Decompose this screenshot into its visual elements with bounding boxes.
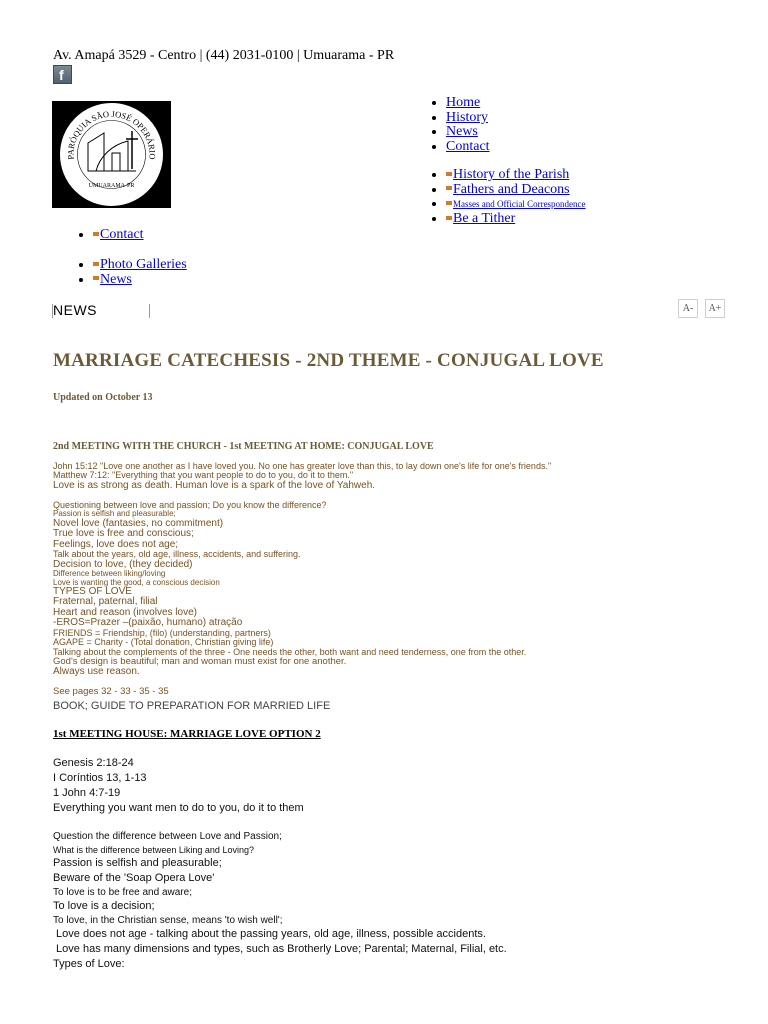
left-navigation-media xyxy=(73,258,373,287)
parish-logo-emblem xyxy=(52,101,171,208)
article-paragraph: Love is wanting the good, a conscious decision xyxy=(53,577,220,587)
nav-item-contact[interactable] xyxy=(446,140,726,155)
article-paragraph: Questioning between love and passion; Do you know the difference? xyxy=(53,499,327,510)
logo-city-text: UMUARAMA-PR xyxy=(88,183,135,189)
article-paragraph: What is the difference between Liking and Loving? xyxy=(53,844,254,855)
arrow-bullet-icon xyxy=(93,262,99,266)
article-paragraph: Genesis 2:18-24 xyxy=(53,757,134,769)
article-paragraph: True love is free and conscious; xyxy=(53,528,194,540)
article-paragraph: Fraternal, paternal, filial xyxy=(53,596,158,608)
article-body-part-2 xyxy=(53,756,753,972)
nav-item-contact[interactable] xyxy=(93,228,373,243)
article-paragraph: TYPES OF LOVE xyxy=(53,585,132,597)
article-paragraph: Heart and reason (involves love) xyxy=(53,606,197,618)
article-paragraph: To love is a decision; xyxy=(53,900,155,913)
article-updated-date: Updated on October 13 xyxy=(53,392,153,403)
article-paragraph: Everything you want men to do to you, do it to them xyxy=(53,801,304,814)
font-decrease-button[interactable]: A- xyxy=(678,299,698,318)
article-paragraph: Novel love (fantasies, no commitment) xyxy=(53,517,224,529)
arrow-bullet-icon xyxy=(93,276,99,280)
article-paragraph: Types of Love: xyxy=(53,958,125,971)
main-navigation xyxy=(426,96,726,155)
arrow-bullet-icon xyxy=(446,186,452,190)
nav-link[interactable]: History of the Parish xyxy=(453,167,570,182)
meeting-heading: 2nd MEETING WITH THE CHURCH - 1st MEETING AT HOME: CONJUGAL LOVE xyxy=(53,441,434,452)
article-paragraph: To love, in the Christian sense, means 'to wish well'; xyxy=(53,914,283,926)
nav-link[interactable]: Be a Tither xyxy=(453,211,516,227)
book-reference: BOOK; GUIDE TO PREPARATION FOR MARRIED LIFE xyxy=(53,700,331,712)
arrow-bullet-icon xyxy=(93,232,99,236)
nav-link[interactable]: Contact xyxy=(446,139,490,155)
parish-logo[interactable] xyxy=(52,101,171,208)
facebook-icon-letter: f xyxy=(59,67,64,83)
article-paragraph: God's design is beautiful; man and woman must exist for one another. xyxy=(53,656,347,668)
nav-link[interactable]: News xyxy=(100,271,132,287)
left-navigation-contact xyxy=(73,228,373,243)
nav-item-be-a-tither[interactable] xyxy=(446,212,756,227)
article-paragraph: Difference between liking/loving xyxy=(53,569,166,579)
article-paragraph: Passion is selfish and pleasurable; xyxy=(53,856,222,869)
article-paragraph: Matthew 7:12: "Everything that you want people to do to you, do it to them." xyxy=(53,470,354,481)
nav-item-news[interactable] xyxy=(93,273,373,288)
section-label xyxy=(52,302,150,318)
article-paragraph: I Coríntios 13, 1-13 xyxy=(53,771,147,784)
nav-item-fathers-and-deacons[interactable] xyxy=(446,183,756,198)
nav-link[interactable]: Masses and Official Correspondence xyxy=(453,199,586,210)
nav-link[interactable]: Fathers and Deacons xyxy=(453,181,570,197)
logo-ring-text: PARÓQUIA SÃO JOSÉ OPERÁRIO xyxy=(65,108,158,160)
article-paragraph: See pages 32 - 33 - 35 - 35 xyxy=(53,686,169,698)
article-paragraph xyxy=(53,815,753,830)
arrow-bullet-icon xyxy=(446,201,452,205)
article-paragraph: Passion is selfish and pleasurable; xyxy=(53,509,176,519)
article-paragraph: To love is to be free and aware; xyxy=(53,886,192,898)
article-paragraph: -EROS=Prazer –(paixão, humano) atração xyxy=(53,617,243,629)
arrow-bullet-icon xyxy=(446,216,452,220)
nav-item-photo-galleries[interactable] xyxy=(93,258,373,273)
font-increase-button[interactable]: A+ xyxy=(705,299,725,318)
contact-info-bar: Av. Amapá 3529 - Centro | (44) 2031-0100 | Umuarama - PR xyxy=(53,48,395,63)
facebook-icon[interactable] xyxy=(53,65,72,84)
nav-link[interactable]: News xyxy=(446,124,478,140)
nav-item-masses-and-official-correspondence[interactable] xyxy=(446,197,756,212)
article-paragraph: Talking about the complements of the three - One needs the other, both want and need tenderness, one from the other. xyxy=(53,646,527,657)
article-paragraph: John 15:12 "Love one another as I have loved you. No one has greater love than this, to lay down one's life for one's friends." xyxy=(53,461,552,471)
section-label-divider xyxy=(149,304,150,318)
article-paragraph: Decision to love, (they decided) xyxy=(53,558,193,570)
article-paragraph: Love does not age - talking about the passing years, old age, illness, possible accidents. xyxy=(53,928,486,941)
article-paragraph: Beware of the 'Soap Opera Love' xyxy=(53,871,215,884)
nav-item-history-of-the-parish[interactable] xyxy=(446,168,756,183)
nav-link[interactable]: Contact xyxy=(100,227,144,242)
article-paragraph: Question the difference between Love and Passion; xyxy=(53,831,282,843)
nav-item-news[interactable] xyxy=(446,125,726,140)
parish-navigation xyxy=(426,168,756,227)
article-paragraph: Love has many dimensions and types, such as Brotherly Love; Parental; Maternal, Filial, etc. xyxy=(53,943,507,956)
arrow-bullet-icon xyxy=(446,172,452,176)
house-meeting-heading: 1st MEETING HOUSE: MARRIAGE LOVE OPTION 2 xyxy=(53,728,321,740)
article-paragraph: Talk about the years, old age, illness, accidents, and suffering. xyxy=(53,549,301,560)
article-body-part-1 xyxy=(53,462,753,697)
article-title: MARRIAGE CATECHESIS - 2ND THEME - CONJUGAL LOVE xyxy=(53,350,604,371)
article-paragraph: Love is as strong as death. Human love is a spark of the love of Yahweh. xyxy=(53,479,376,491)
article-paragraph: FRIENDS = Friendship, (filo) (understanding, partners) xyxy=(53,627,271,638)
section-label-text: NEWS xyxy=(53,302,97,318)
article-paragraph: AGAPE = Charity - (Total donation, Christian giving life) xyxy=(53,637,274,648)
nav-item-history[interactable] xyxy=(446,111,726,126)
nav-link[interactable]: History xyxy=(446,109,488,125)
nav-link[interactable]: Home xyxy=(446,95,481,110)
article-paragraph: 1 John 4:7-19 xyxy=(53,786,121,799)
article-paragraph: Always use reason. xyxy=(53,666,140,678)
nav-item-home[interactable] xyxy=(446,96,726,111)
nav-link[interactable]: Photo Galleries xyxy=(100,257,187,272)
article-paragraph: Feelings, love does not age; xyxy=(53,538,179,550)
